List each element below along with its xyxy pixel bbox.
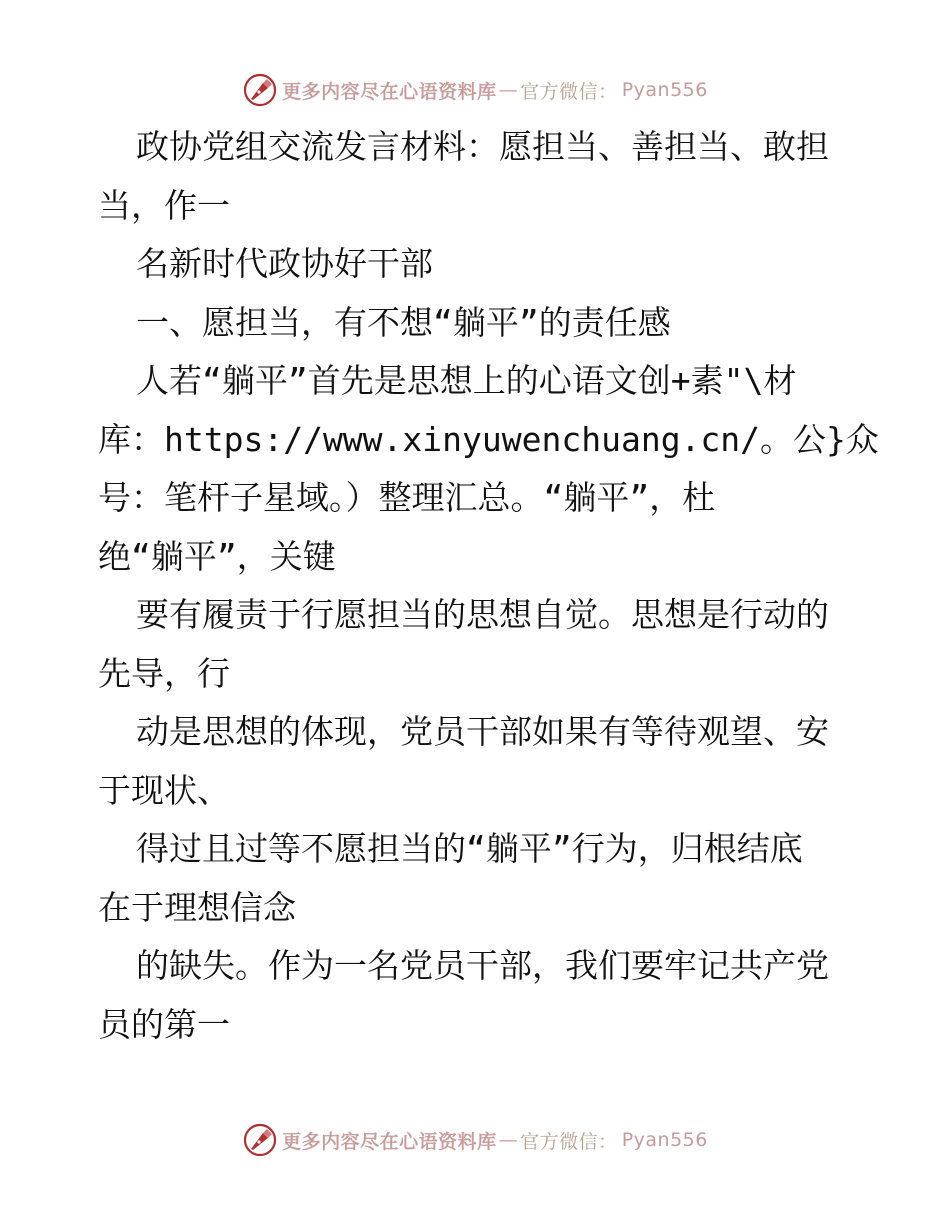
banner-wechat-label: 官方微信： bbox=[520, 1130, 618, 1153]
banner-wechat-label: 官方微信： bbox=[520, 80, 618, 103]
paragraph-line: 号：笔杆子星域。）整理汇总。“躺平”，杜 bbox=[98, 478, 716, 517]
document-title-line: 名新时代政协好干部 bbox=[136, 244, 433, 283]
banner-brand-text: 更多内容尽在心语资料库 bbox=[282, 1130, 497, 1153]
paragraph-line: 动是思想的体现，党员干部如果有等待观望、安 bbox=[136, 712, 829, 751]
header-banner bbox=[0, 70, 950, 110]
banner-brand-text: 更多内容尽在心语资料库 bbox=[282, 80, 497, 103]
paragraph-line: 员的第一 bbox=[98, 1004, 230, 1044]
paragraph-line: 于现状、 bbox=[98, 770, 230, 810]
banner-wechat-id: Pyan556 bbox=[621, 1129, 708, 1151]
paragraph-line: 先导，行 bbox=[98, 653, 230, 693]
section-heading: 一、愿担当，有不想“躺平”的责任感 bbox=[136, 302, 671, 342]
pen-nib-logo-icon bbox=[242, 72, 278, 108]
paragraph-line: 得过且过等不愿担当的“躺平”行为，归根结底 bbox=[136, 829, 803, 868]
paragraph-line: 的缺失。作为一名党员干部，我们要牢记共产党 bbox=[136, 946, 829, 985]
banner-dash: — bbox=[498, 79, 519, 101]
paragraph-line: 要有履责于行愿担当的思想自觉。思想是行动的 bbox=[136, 595, 829, 634]
pen-nib-logo-icon bbox=[242, 1122, 278, 1158]
paragraph-line: 绝“躺平”，关键 bbox=[98, 536, 336, 576]
paragraph-line: 库：https://www.xinyuwenchuang.cn/。公}众 bbox=[98, 419, 879, 459]
banner-wechat-id: Pyan556 bbox=[621, 79, 708, 101]
document-title-line: 当，作一 bbox=[98, 185, 230, 225]
footer-banner bbox=[0, 1120, 950, 1160]
document-body bbox=[98, 118, 879, 1054]
document-title-line: 政协党组交流发言材料：愿担当、善担当、敢担 bbox=[136, 127, 829, 166]
paragraph-line: 在于理想信念 bbox=[98, 887, 296, 927]
paragraph-line: 人若“躺平”首先是思想上的心语文创+素"\材 bbox=[136, 361, 797, 400]
banner-dash: — bbox=[498, 1129, 519, 1151]
